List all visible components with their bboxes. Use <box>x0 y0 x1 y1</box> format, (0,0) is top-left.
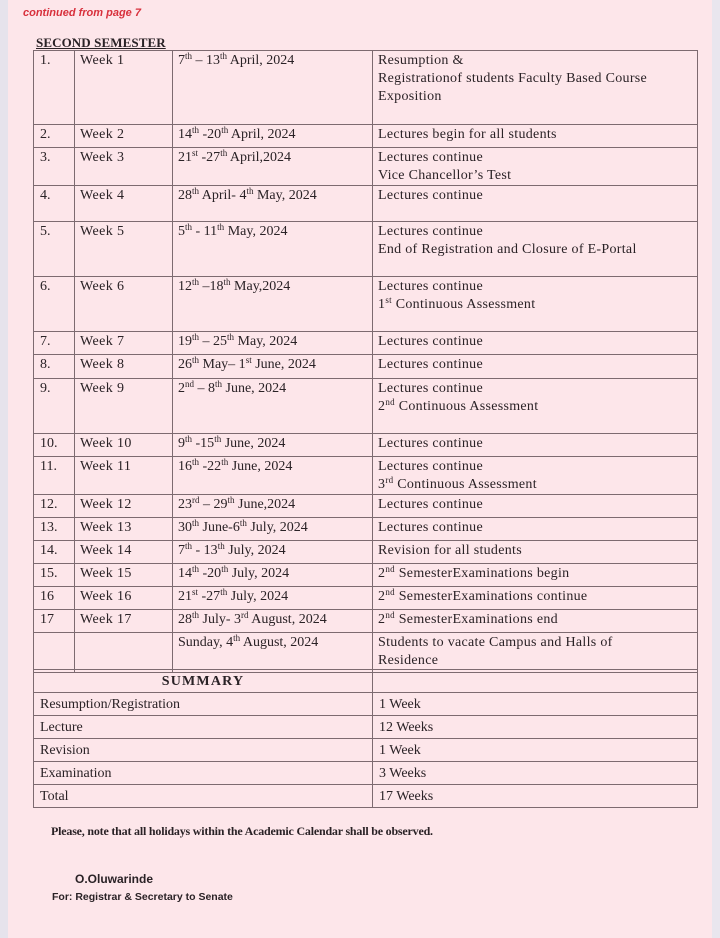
date-range: 19th – 25th May, 2024 <box>173 332 373 355</box>
summary-row <box>34 762 698 785</box>
ordinal-suffix: th <box>215 379 223 389</box>
row-number: 4. <box>34 186 75 222</box>
row-number: 17 <box>34 610 75 633</box>
calendar-row <box>34 587 698 610</box>
ordinal-suffix: rd <box>385 475 394 485</box>
calendar-row <box>34 633 698 673</box>
week-label: Week 15 <box>75 564 173 587</box>
activity-line: Exposition <box>378 89 442 104</box>
activity-line: 2nd SemesterExaminations end <box>378 610 558 627</box>
row-number: 3. <box>34 148 75 186</box>
activity-line: Lectures continue <box>378 150 484 165</box>
ordinal-suffix: th <box>227 495 235 505</box>
ordinal-suffix: th <box>192 355 200 365</box>
week-label: Week 7 <box>75 332 173 355</box>
ordinal-suffix: th <box>192 518 200 528</box>
calendar-row <box>34 495 698 518</box>
calendar-row <box>34 222 698 277</box>
row-number: 10. <box>34 434 75 457</box>
activity-line: Lectures continue <box>378 381 484 396</box>
summary-label: Resumption/Registration <box>34 693 373 716</box>
signer-role: For: Registrar & Secretary to Senate <box>52 891 233 903</box>
week-label: Week 4 <box>75 186 173 222</box>
activity-line: Lectures continue <box>378 279 484 294</box>
calendar-row <box>34 379 698 434</box>
calendar-row <box>34 434 698 457</box>
date-range: 16th -22th June, 2024 <box>173 457 373 495</box>
activity <box>373 186 698 222</box>
ordinal-suffix: th <box>185 434 193 444</box>
activity <box>373 457 698 495</box>
date-range: 26th May– 1st June, 2024 <box>173 355 373 379</box>
summary-row <box>34 693 698 716</box>
holiday-note: Please, note that all holidays within the Academic Calendar shall be observed. <box>51 824 433 838</box>
activity <box>373 222 698 277</box>
activity-line: Residence <box>378 653 439 668</box>
week-label: Week 6 <box>75 277 173 332</box>
row-number: 12. <box>34 495 75 518</box>
ordinal-suffix: th <box>223 277 231 287</box>
date-range: 28th July- 3rd August, 2024 <box>173 610 373 633</box>
activity <box>373 355 698 379</box>
activity <box>373 434 698 457</box>
calendar-row <box>34 332 698 355</box>
activity-line: 2nd Continuous Assessment <box>378 397 539 414</box>
activity-line: Lectures continue <box>378 436 484 451</box>
week-label: Week 13 <box>75 518 173 541</box>
ordinal-suffix: th <box>220 51 228 61</box>
row-number: 1. <box>34 51 75 125</box>
activity <box>373 541 698 564</box>
week-label: Week 5 <box>75 222 173 277</box>
week-label: Week 2 <box>75 125 173 148</box>
ordinal-suffix: rd <box>241 610 249 620</box>
activity-line: Vice Chancellor’s Test <box>378 168 512 183</box>
activity-line: Registrationof students Faculty Based Course <box>378 71 648 86</box>
calendar-row <box>34 51 698 125</box>
activity-line: Lectures continue <box>378 357 484 372</box>
date-range: 14th -20th April, 2024 <box>173 125 373 148</box>
summary-label: Lecture <box>34 716 373 739</box>
ordinal-suffix: th <box>214 434 222 444</box>
activity <box>373 379 698 434</box>
date-range: 28th April- 4th May, 2024 <box>173 186 373 222</box>
ordinal-suffix: th <box>217 222 225 232</box>
ordinal-suffix: th <box>239 518 247 528</box>
week-label: Week 14 <box>75 541 173 564</box>
calendar-row <box>34 355 698 379</box>
ordinal-suffix: nd <box>385 587 395 597</box>
calendar-row <box>34 148 698 186</box>
summary-row <box>34 739 698 762</box>
activity <box>373 495 698 518</box>
ordinal-suffix: th <box>185 222 193 232</box>
date-range: 30th June-6th July, 2024 <box>173 518 373 541</box>
ordinal-suffix: th <box>192 457 200 467</box>
ordinal-suffix: th <box>246 186 254 196</box>
ordinal-suffix: th <box>192 610 200 620</box>
activity-line: 3rd Continuous Assessment <box>378 475 537 492</box>
ordinal-suffix: rd <box>192 495 200 505</box>
summary-value: 3 Weeks <box>373 762 698 785</box>
summary-header-row <box>34 670 698 693</box>
activity-line: Lectures continue <box>378 520 484 535</box>
date-range: 14th -20th July, 2024 <box>173 564 373 587</box>
calendar-row <box>34 457 698 495</box>
ordinal-suffix: st <box>192 587 199 597</box>
summary-value: 12 Weeks <box>373 716 698 739</box>
ordinal-suffix: th <box>221 457 229 467</box>
calendar-row <box>34 125 698 148</box>
activity <box>373 518 698 541</box>
activity <box>373 587 698 610</box>
activity-line: Lectures continue <box>378 334 484 349</box>
summary-table <box>33 669 698 808</box>
ordinal-suffix: st <box>245 355 252 365</box>
page-right-edge <box>712 0 720 938</box>
summary-label: Total <box>34 785 373 808</box>
activity-line: Resumption & <box>378 53 464 68</box>
row-number: 6. <box>34 277 75 332</box>
summary-row <box>34 785 698 808</box>
ordinal-suffix: nd <box>385 564 395 574</box>
row-number <box>34 633 75 673</box>
activity <box>373 332 698 355</box>
activity-line: Lectures continue <box>378 224 484 239</box>
signer-name: O.Oluwarinde <box>75 872 154 886</box>
activity-line: Revision for all students <box>378 543 522 558</box>
calendar-row <box>34 541 698 564</box>
row-number: 9. <box>34 379 75 434</box>
calendar-row <box>34 518 698 541</box>
ordinal-suffix: th <box>192 564 200 574</box>
date-range: 21st -27th April,2024 <box>173 148 373 186</box>
ordinal-suffix: st <box>385 295 392 305</box>
summary-value: 1 Week <box>373 739 698 762</box>
activity <box>373 148 698 186</box>
ordinal-suffix: th <box>192 125 200 135</box>
ordinal-suffix: th <box>185 541 193 551</box>
activity-line: Lectures continue <box>378 497 484 512</box>
week-label <box>75 633 173 673</box>
summary-row <box>34 716 698 739</box>
ordinal-suffix: th <box>233 633 241 643</box>
week-label: Week 9 <box>75 379 173 434</box>
ordinal-suffix: th <box>192 186 200 196</box>
ordinal-suffix: th <box>220 587 228 597</box>
date-range: 21st -27th July, 2024 <box>173 587 373 610</box>
date-range: 12th –18th May,2024 <box>173 277 373 332</box>
activity-line: Lectures begin for all students <box>378 127 557 142</box>
calendar-row <box>34 610 698 633</box>
summary-label: Revision <box>34 739 373 762</box>
activity <box>373 277 698 332</box>
date-range: Sunday, 4th August, 2024 <box>173 633 373 673</box>
activity-line: Lectures continue <box>378 459 484 474</box>
ordinal-suffix: nd <box>185 379 194 389</box>
week-label: Week 12 <box>75 495 173 518</box>
activity-line: End of Registration and Closure of E-Portal <box>378 242 637 257</box>
activity-line: Lectures continue <box>378 188 484 203</box>
summary-header-blank <box>373 670 698 693</box>
ordinal-suffix: th <box>227 332 235 342</box>
calendar-row <box>34 564 698 587</box>
activity <box>373 51 698 125</box>
date-range: 23rd – 29th June,2024 <box>173 495 373 518</box>
activity-line: 1st Continuous Assessment <box>378 295 536 312</box>
summary-value: 17 Weeks <box>373 785 698 808</box>
summary-title: SUMMARY <box>34 670 373 693</box>
ordinal-suffix: th <box>220 148 228 158</box>
row-number: 11. <box>34 457 75 495</box>
week-label: Week 10 <box>75 434 173 457</box>
ordinal-suffix: th <box>192 277 200 287</box>
ordinal-suffix: st <box>192 148 199 158</box>
ordinal-suffix: nd <box>385 397 395 407</box>
activity-line: Students to vacate Campus and Halls of <box>378 635 613 650</box>
ordinal-suffix: th <box>221 564 229 574</box>
week-label: Week 1 <box>75 51 173 125</box>
ordinal-suffix: th <box>185 51 193 61</box>
row-number: 16 <box>34 587 75 610</box>
date-range: 7th - 13th July, 2024 <box>173 541 373 564</box>
date-range: 9th -15th June, 2024 <box>173 434 373 457</box>
week-label: Week 11 <box>75 457 173 495</box>
section-title: SECOND SEMESTER <box>36 35 166 50</box>
week-label: Week 16 <box>75 587 173 610</box>
date-range: 7th – 13th April, 2024 <box>173 51 373 125</box>
activity <box>373 610 698 633</box>
row-number: 5. <box>34 222 75 277</box>
page-left-edge <box>0 0 8 938</box>
calendar-table <box>33 50 698 673</box>
calendar-row <box>34 186 698 222</box>
ordinal-suffix: th <box>217 541 225 551</box>
week-label: Week 17 <box>75 610 173 633</box>
activity-line: 2nd SemesterExaminations continue <box>378 587 588 604</box>
activity <box>373 633 698 673</box>
date-range: 5th - 11th May, 2024 <box>173 222 373 277</box>
activity <box>373 564 698 587</box>
row-number: 15. <box>34 564 75 587</box>
continued-note: continued from page 7 <box>23 7 141 19</box>
activity-line: 2nd SemesterExaminations begin <box>378 564 570 581</box>
ordinal-suffix: th <box>192 332 200 342</box>
activity <box>373 125 698 148</box>
summary-value: 1 Week <box>373 693 698 716</box>
row-number: 14. <box>34 541 75 564</box>
calendar-row <box>34 277 698 332</box>
date-range: 2nd – 8th June, 2024 <box>173 379 373 434</box>
row-number: 13. <box>34 518 75 541</box>
week-label: Week 3 <box>75 148 173 186</box>
summary-label: Examination <box>34 762 373 785</box>
row-number: 2. <box>34 125 75 148</box>
ordinal-suffix: nd <box>385 610 395 620</box>
row-number: 7. <box>34 332 75 355</box>
row-number: 8. <box>34 355 75 379</box>
week-label: Week 8 <box>75 355 173 379</box>
ordinal-suffix: th <box>221 125 229 135</box>
